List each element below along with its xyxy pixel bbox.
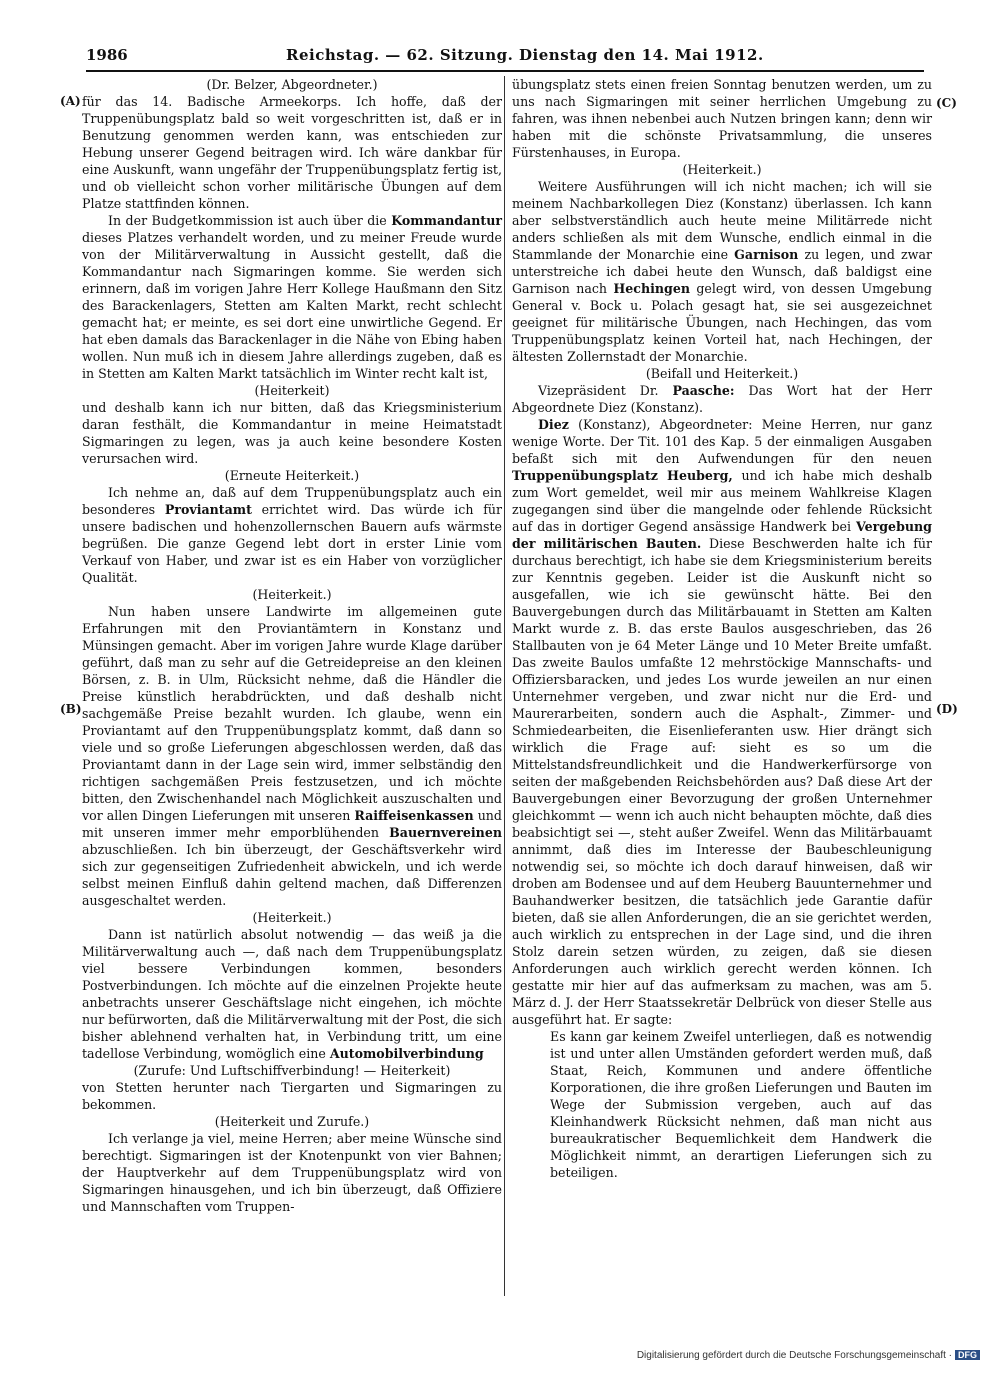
paragraph: In der Budgetkommission ist auch über die Kommandantur dieses Platzes verhandelt worden, und zu meiner Freude wurde von der Militärverwaltung in Aussicht gestellt, daß die Kommandantur nach Sigmaringen komme. Sie werden sich erinnern, daß im vorigen Jahre Herr Kollege Haußmann den Sitz des Barackenlagers, Stetten am Kalten Markt, recht schlecht gemacht hat; er meinte, es sei dort eine unwirtliche Gegend. Er hat eben damals das Barackenlager in die Nähe von Ebing haben wollen. Nun muß ich in diesem Jahre allerdings zugeben, daß es in Stetten am Kalten Markt tatsächlich im Winter recht kalt ist, [82,213,502,381]
footer-credit [637,1350,980,1361]
paragraph: Vizepräsident Dr. Paasche: Das Wort hat der Herr Abgeordnete Diez (Konstanz). [512,383,932,415]
paragraph: Diez (Konstanz), Abgeordneter: Meine Herren, nur ganz wenige Worte. Der Tit. 101 des Kap. 5 der einmaligen Ausgaben befaßt sich mit den Aufwendungen für den neuen Truppenübungsplatz Heuberg, und ich habe mich deshalb zum Wort gemeldet, weil mir aus meinem Wahlkreise Klagen zugegangen sind über die mangelnde oder fehlende Rücksicht auf das in dortiger Gegend ansässige Handwerk bei Vergebung der militärischen Bauten. Diese Beschwerden halte ich für durchaus berechtigt, ich habe sie dem Kriegsministerium bereits zur Kenntnis gegeben. Leider ist die Auskunft nicht so ausgefallen, wie ich sie gewünscht hätte. Bei den Bauvergebungen durch das Militärbauamt in Stetten am Kalten Markt wurde z. B. das erste Baulos ausgeschrieben, das 26 Stallbauten von je 64 Meter Länge und 10 Meter Breite umfaßt. Das zweite Baulos umfaßte 12 mehrstöckige Mannschafts- und Offiziersbaracken, und jedes Los wurde jeweilen an nur einen Unternehmer vergeben, und zwar nicht nur die Erd- und Maurerarbeiten, sondern auch die Asphalt-, Zimmer- und Schmiedearbeiten, die Eisenlieferanten usw. Hier drängt sich wirklich die Frage auf: sieht es so um die Mittelstandsfreundlichkeit und die Handwerkerfürsorge von seiten der maßgebenden Reichsbehörden aus? Daß diese Art der Bauvergebungen einer Bevorzugung der großen Unternehmer gleichkommt — wenn ich auch nicht behaupten möchte, daß dies beabsichtigt sei —, steht außer Zweifel. Wenn das Militärbauamt annimmt, daß dies im Interesse der Baubeschleunigung notwendig sei, so möchte ich doch darauf hinweisen, daß wir droben am Bodensee und auf dem Heuberg Bauunternehmer und Bauhandwerker besitzen, die tatsächlich jede Garantie dafür bieten, daß sie allen Anforderungen, die an sie gerichtet werden, auch wirklich zu entsprechen in der Lage sind, und die ihren Stolz darein setzen würden, zu zeigen, daß sie diesen Anforderungen auch wirklich gerecht werden können. Ich gestatte mir hier auf das aufmerksam zu machen, was am 5. März d. J. der Herr Staatssekretär Delbrück von dieser Stelle aus ausgeführt hat. Er sagte: [512,417,933,1027]
speaker-name: Diez [538,417,569,432]
paragraph: Dann ist natürlich absolut notwendig — das weiß ja die Militärverwaltung auch —, daß nach dem Truppenübungsplatz viel bessere Verbindungen kommen, besonders Postverbindungen. Ich möchte auf die einzelnen Projekte heute anbetrachts unserer Geschäftslage nicht eingehen, ich möchte nur befürworten, daß die Militärverwaltung mit der Post, die sich bisher ablehnend verhalten hat, in Verbindung tritt, um eine tadellose Verbindung, womöglich eine Automobilverbindung [82,927,502,1061]
emphasis: Garnison [734,247,799,262]
paragraph: Weitere Ausführungen will ich nicht machen; ich will sie meinem Nachbarkollegen Diez (Konstanz) überlassen. Ich kann aber selbstverständlich auch heute meine Militärrede nicht anders schließen als mit dem Wunsche, endlich einmal in die Stammlande der Monarchie eine Garnison zu legen, und zwar unterstreiche ich dabei heute den Wunsch, daß baldigst eine Garnison nach Hechingen gelegt wird, von dessen Umgebung General v. Bock u. Polach gesagt hat, sie sei ausgezeichnet geeignet für militärische Übungen, nach Hechingen, das vom Truppenübungsplatz keinen Vorteil hat, nach Hechingen, der ältesten Zollernstadt der Monarchie. [512,179,932,364]
running-title: Reichstag. — 62. Sitzung. Dienstag den 14. Mai 1912. [286,46,764,64]
reaction: (Beifall und Heiterkeit.) [645,366,799,381]
paragraph: und deshalb kann ich nur bitten, daß das Kriegsministerium daran festhält, die Kommandantur in meine Heimatstadt Sigmaringen zu legen, was ja auch keine besondere Kosten verursachen wird. [82,400,502,466]
block-quote: Es kann gar keinem Zweifel unterliegen, daß es notwendig ist und unter allen Umständen gefordert werden muß, daß Staat, Reich, Kommunen und andere öffentliche Korporationen, die ihre großen Lieferungen und Bauten im Wege der Submission vergeben, auch auf das Kleinhandwerk Rücksicht nehmen, daß man nicht aus bureaukratischer Bequemlichkeit dem Handwerk die Möglichkeit nimmt, an derartigen Lieferungen sich zu beteiligen. [550,1029,932,1180]
header-rule [86,70,924,72]
reaction: (Heiterkeit.) [682,162,762,177]
margin-marker-a: (A) [60,94,81,108]
paragraph: für das 14. Badische Armeekorps. Ich hoffe, daß der Truppenübungsplatz bald so weit vorgeschritten ist, daß er in Benutzung genommen werden kann, was entschieden zur Hebung unserer Gegend beitragen wird. Ich wäre dankbar für eine Auskunft, wann ungefähr der Truppenübungsplatz fertig ist, und ob vielleicht schon vorher militärische Übungen auf dem Platze stattfinden können. [82,94,502,211]
paragraph: übungsplatz stets einen freien Sonntag benutzen werden, um zu uns nach Sigmaringen mit seiner herrlichen Umgebung zu fahren, was ihnen nebenbei auch Nutzen bringen kann; denn wir haben mit die schönste Privatsammlung, die unseres Fürstenhauses, in Europa. [512,77,932,160]
paragraph: Ich nehme an, daß auf dem Truppenübungsplatz auch ein besonderes Proviantamt errichtet wird. Das würde ich für unsere badischen und hohenzollernschen Bauern aufs wärmste begrüßen. Die ganze Gegend lebt dort in erster Linie vom Verkauf von Haber, und zwar ist es ein Haber von vorzüglicher Qualität. [82,485,503,585]
left-column [82,76,502,1215]
reaction: (Heiterkeit) [254,383,330,398]
emphasis: Automobilverbindung [329,1046,484,1061]
margin-marker-b: (B) [60,702,82,716]
reaction: (Heiterkeit.) [252,910,332,925]
speaker-name: Paasche: [672,383,735,398]
dfg-logo: DFG [955,1350,980,1360]
emphasis: Raiffeisenkassen [354,808,474,823]
reaction: (Heiterkeit.) [252,587,332,602]
margin-marker-c: (C) [936,96,957,110]
reaction: (Zurufe: Und Luftschiffverbindung! — Heiterkeit) [133,1063,451,1078]
emphasis: Vergebung der militärischen Bauten. [512,519,932,551]
footer-text: Digitalisierung gefördert durch die Deutsche Forschungsgemeinschaft · [636,1350,952,1361]
paragraph: Ich verlange ja viel, meine Herren; aber meine Wünsche sind berechtigt. Sigmaringen ist der Knotenpunkt von vier Bahnen; der Hauptverkehr auf dem Truppenübungsplatz wird von Sigmaringen hinausgehen, und ich bin überzeugt, daß Offiziere und Mannschaften vom Truppen- [82,1131,502,1214]
emphasis: Proviantamt [164,502,252,517]
margin-marker-d: (D) [936,702,958,716]
reaction: (Erneute Heiterkeit.) [224,468,360,483]
right-column [512,76,932,1181]
emphasis: Hechingen [613,281,691,296]
emphasis: Bauernvereinen [389,825,502,840]
page-header [86,46,926,72]
speaker-note: (Dr. Belzer, Abgeordneter.) [206,77,378,92]
column-divider [504,76,505,1296]
emphasis: Kommandantur [391,213,502,228]
paragraph: von Stetten herunter nach Tiergarten und Sigmaringen zu bekommen. [82,1080,502,1112]
paragraph: Nun haben unsere Landwirte im allgemeinen gute Erfahrungen mit den Proviantämtern in Konstanz und Münsingen gemacht. Aber im vorigen Jahre wurde Klage darüber geführt, daß man zu sehr auf die Getreidepreise an den kleinen Börsen, z. B. in Ulm, Rücksicht nehme, daß die Händler die Preise künstlich herabdrückten, und daß deshalb nicht sachgemäße Preise bezahlt wurden. Ich glaube, wenn ein Proviantamt auf den Truppenübungsplatz kommt, daß dann so viele und so große Lieferungen abgeschlossen werden, daß das Proviantamt dann in der Lage sein wird, immer selbständig den richtigen sachgemäßen Preis festzusetzen, und ich möchte bitten, den Zwischenhandel nach Möglichkeit auszuschalten und vor allen Dingen Lieferungen mit unseren Raiffeisenkassen und mit unseren immer mehr emporblühenden Bauernvereinen abzuschließen. Ich bin überzeugt, der Geschäftsverkehr wird sich zur gegenseitigen Zufriedenheit abwickeln, und ich werde selbst meinen Einfluß dahin geltend machen, daß Differenzen ausgeschaltet werden. [82,604,502,908]
page-number: 1986 [86,46,128,64]
emphasis: Truppenübungsplatz Heuberg, [512,468,733,483]
reaction: (Heiterkeit und Zurufe.) [214,1114,370,1129]
